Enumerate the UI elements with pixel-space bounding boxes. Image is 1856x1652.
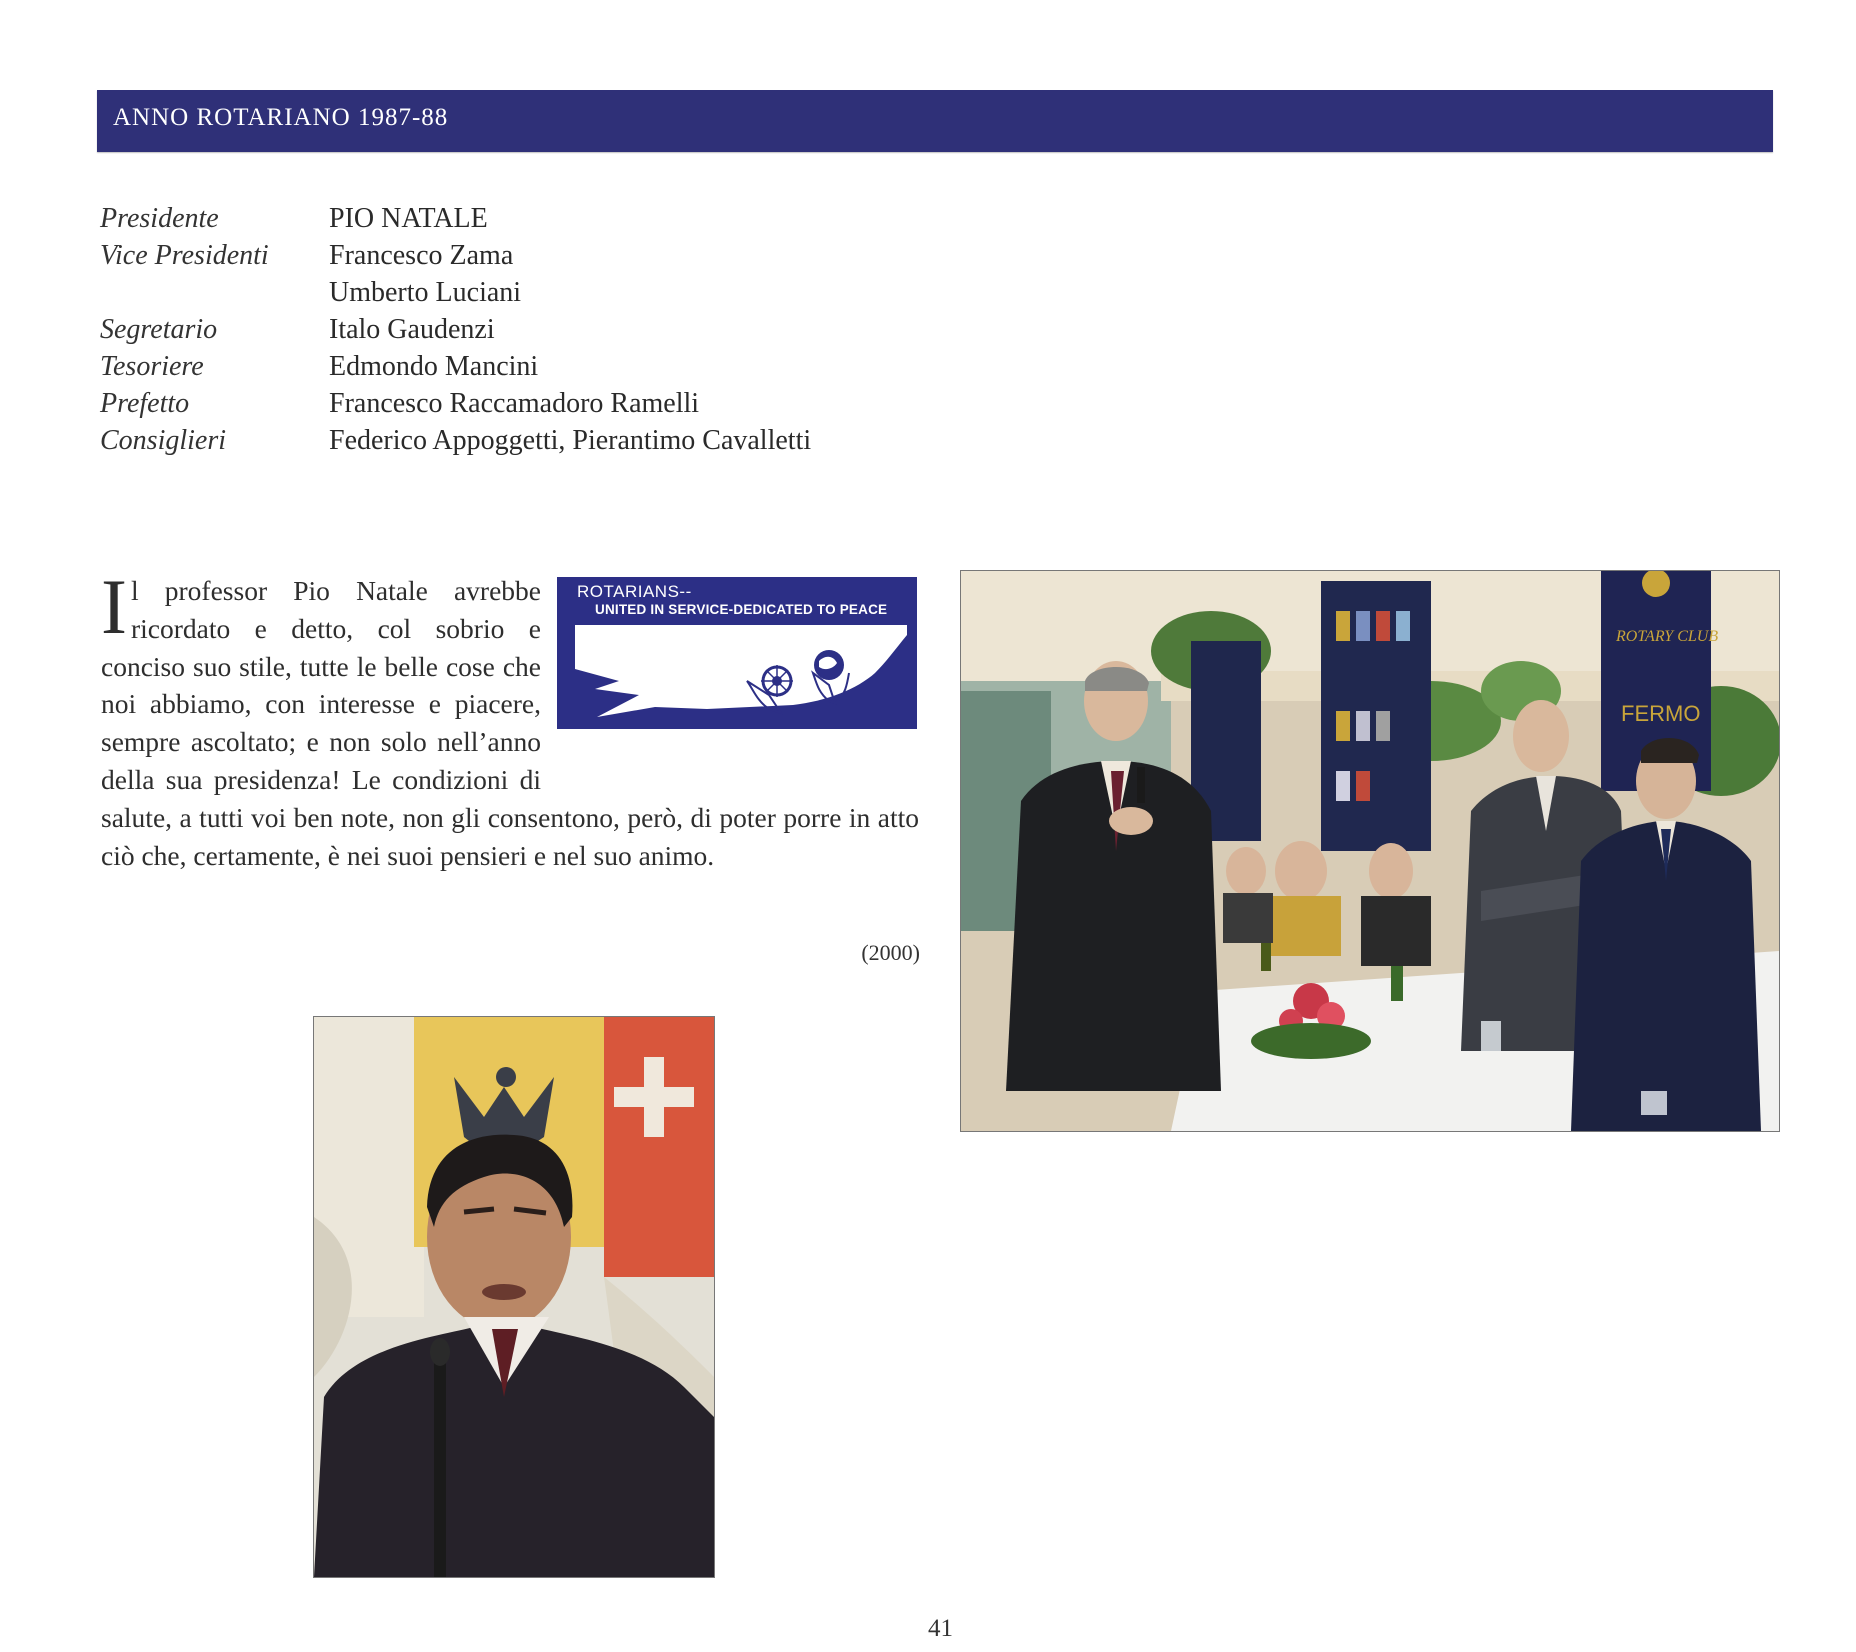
officer-name: PIO NATALE xyxy=(329,203,488,234)
officer-row xyxy=(100,237,1000,274)
body-date: (2000) xyxy=(861,940,920,965)
officer-role: Presidente xyxy=(100,203,219,234)
officer-row xyxy=(100,348,1000,385)
section-title-year: 1987-88 xyxy=(357,104,449,131)
dropcap-letter: I xyxy=(101,563,127,650)
badge-subtitle: UNITED IN SERVICE-DEDICATED TO PEACE xyxy=(595,602,888,617)
rotarians-badge xyxy=(557,577,917,729)
officer-row xyxy=(100,274,1000,311)
portrait-photo xyxy=(313,1016,715,1578)
portrait-image xyxy=(314,1017,714,1577)
section-title-prefix: ANNO ROTARIANO xyxy=(113,104,351,131)
banner-text-fermo: FERMO xyxy=(1621,701,1701,726)
section-title xyxy=(113,104,448,132)
officer-row xyxy=(100,200,1000,237)
officer-row xyxy=(100,311,1000,348)
officer-name: Francesco Zama xyxy=(329,240,514,271)
officer-role: Prefetto xyxy=(100,388,190,419)
section-header xyxy=(97,90,1773,152)
officer-row xyxy=(100,422,1000,459)
officer-role: Tesoriere xyxy=(100,351,204,382)
officer-role: Segretario xyxy=(100,314,218,345)
officer-role: Vice Presidenti xyxy=(100,240,269,271)
dinner-photo xyxy=(960,570,1780,1132)
body-text: l professor Pio Natale avrebbe ricordato e detto, col sobrio e conciso suo stile, tutte le belle cose che noi abbiamo, con interesse e piacere, sempre ascoltato; e non solo nell’anno della sua presidenza! Le condizioni di salute, a tutti voi ben note, non gli consentono, però, di poter porre in atto ciò che, certamente, è nei suoi pensieri e nel suo animo. xyxy=(101,575,919,871)
officer-role: Consiglieri xyxy=(100,425,227,456)
officer-name: Edmondo Mancini xyxy=(329,351,539,382)
officers-list xyxy=(100,200,1000,459)
page-number: 41 xyxy=(928,1615,953,1642)
officer-name: Italo Gaudenzi xyxy=(329,314,495,345)
officer-name: Umberto Luciani xyxy=(329,277,522,308)
badge-title: ROTARIANS-- xyxy=(577,582,692,601)
dinner-scene-image xyxy=(961,571,1779,1131)
banner-text-rotary: ROTARY CLUB xyxy=(1616,628,1719,645)
officer-row xyxy=(100,385,1000,422)
officer-name: Federico Appoggetti, Pierantimo Cavalletti xyxy=(329,425,812,456)
officer-name: Francesco Raccamadoro Ramelli xyxy=(329,388,700,419)
